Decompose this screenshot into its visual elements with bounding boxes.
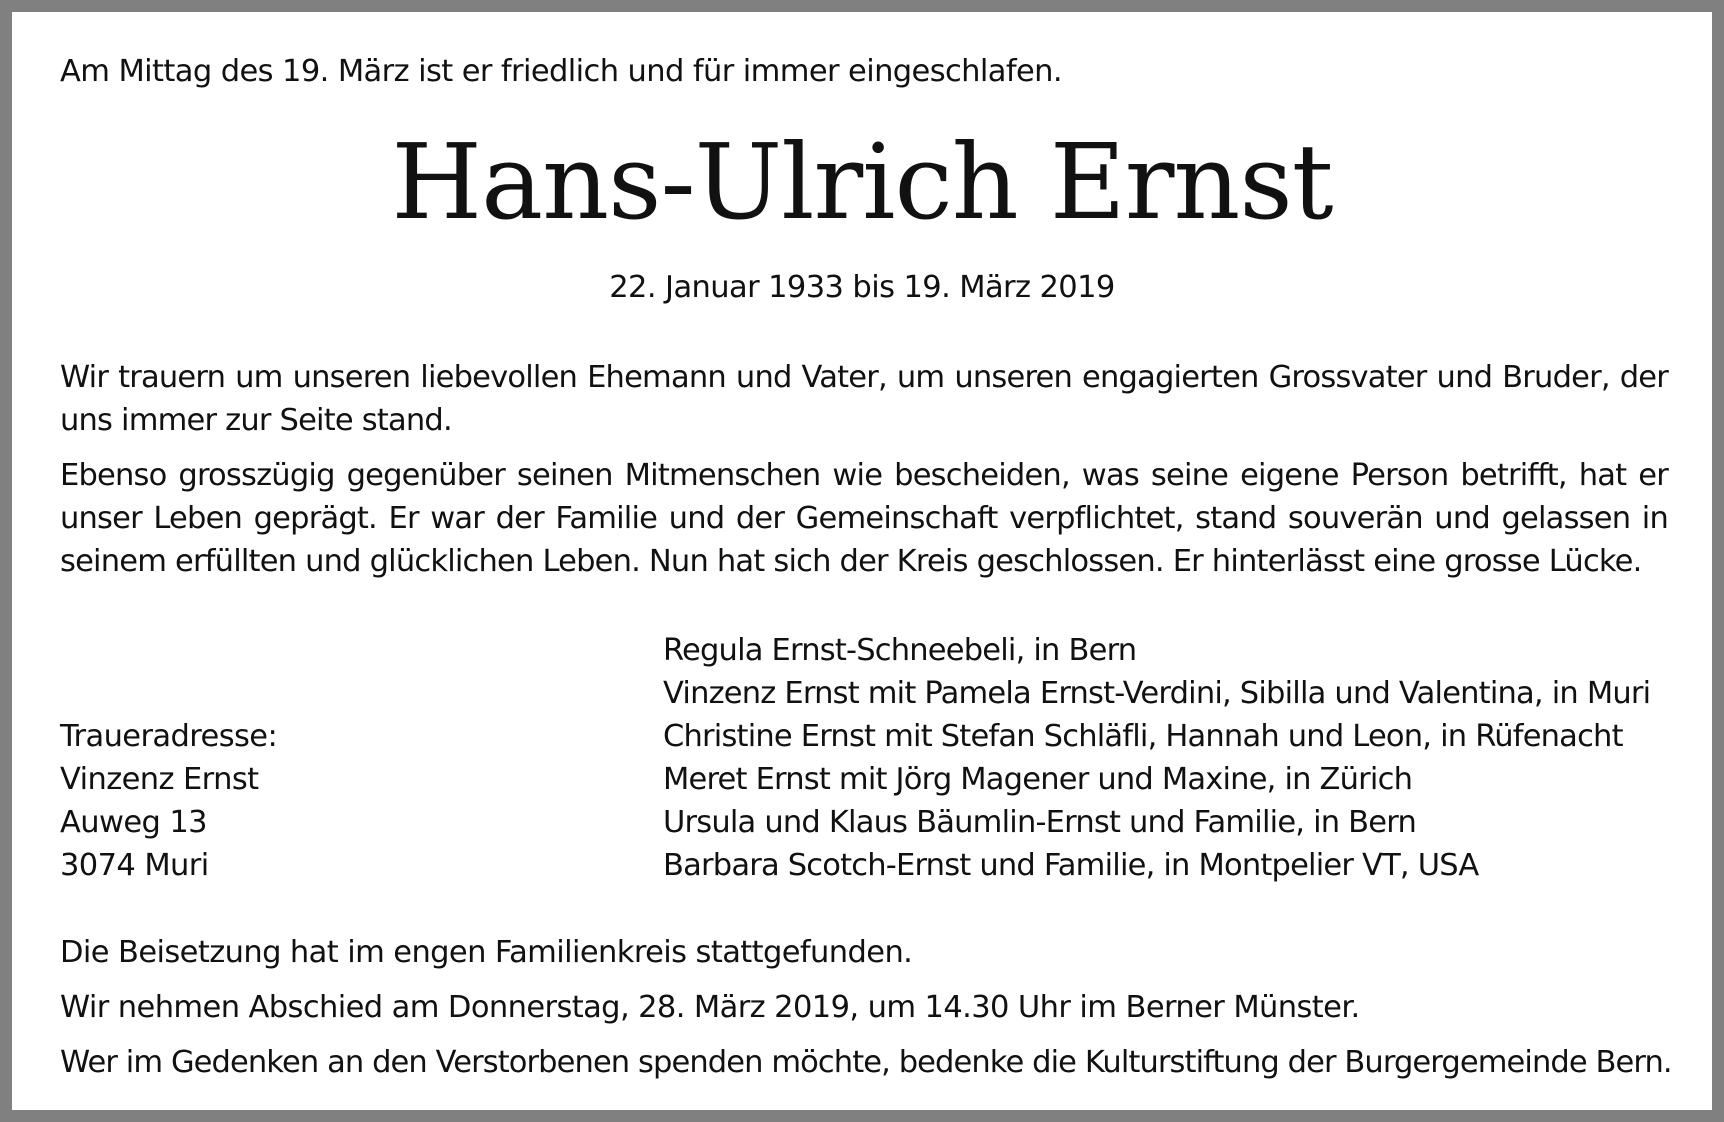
address-street: Auweg 13 (60, 805, 207, 840)
family-member: Ursula und Klaus Bäumlin-Ernst und Familie, in Bern (663, 805, 1416, 840)
family-list (663, 629, 1650, 887)
tribute-paragraph: Ebenso grosszügig gegenüber seinen Mitmenschen wie bescheiden, was seine eigene Person betrifft, hat er unser Leben geprägt. Er war der Familie und der Gemeinschaft verpflichtet, stand souverän und gelassen in seinem erfüllten und glücklichen Leben. Nun hat sich der Kreis geschlossen. Er hinterlässt eine grosse Lücke. (60, 458, 1668, 579)
family-member: Meret Ernst mit Jörg Magener und Maxine, in Zürich (663, 762, 1413, 797)
deceased-name: Hans-Ulrich Ernst (391, 121, 1333, 243)
farewell-note: Wir nehmen Abschied am Donnerstag, 28. März 2019, um 14.30 Uhr im Berner Münster. (60, 990, 1360, 1025)
family-member: Vinzenz Ernst mit Pamela Ernst-Verdini, Sibilla und Valentina, in Muri (663, 676, 1651, 711)
address-city: 3074 Muri (60, 848, 209, 883)
address-label: Traueradresse: (60, 719, 278, 754)
address-name: Vinzenz Ernst (60, 762, 259, 797)
obituary-notice (12, 12, 1712, 1110)
burial-note: Die Beisetzung hat im engen Familienkreis stattgefunden. (60, 935, 913, 970)
intro-line: Am Mittag des 19. März ist er friedlich und für immer eingeschlafen. (60, 54, 1063, 89)
mourning-address (60, 715, 277, 887)
mourning-paragraph: Wir trauern um unseren liebevollen Ehemann und Vater, um unseren engagierten Grossvater und Bruder, der uns immer zur Seite stand. (60, 360, 1668, 438)
family-member: Barbara Scotch-Ernst und Familie, in Montpelier VT, USA (663, 848, 1479, 883)
life-dates: 22. Januar 1933 bis 19. März 2019 (609, 270, 1115, 305)
donation-note: Wer im Gedenken an den Verstorbenen spenden möchte, bedenke die Kulturstiftung der Burgergemeinde Bern. (60, 1045, 1672, 1080)
family-member: Christine Ernst mit Stefan Schläfli, Hannah und Leon, in Rüfenacht (663, 719, 1623, 754)
family-member: Regula Ernst-Schneebeli, in Bern (663, 633, 1137, 668)
